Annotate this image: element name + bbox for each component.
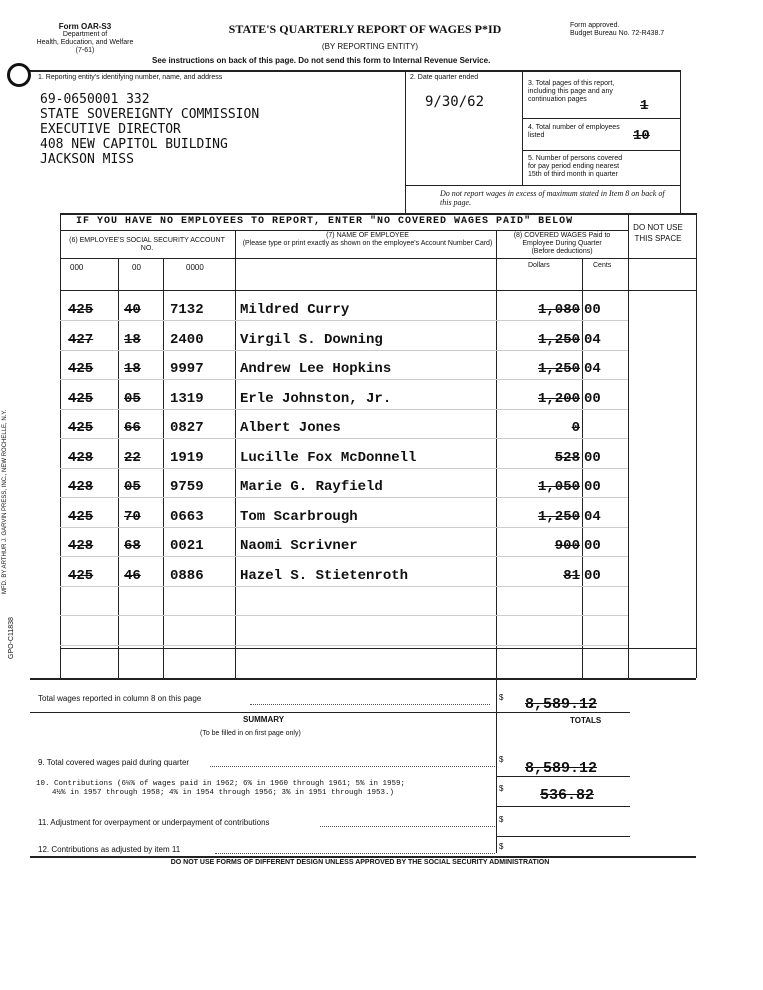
row-wage-cents: 00 [584, 302, 601, 318]
row-wage-cents: 00 [584, 479, 601, 495]
sub-ssn2: 00 [132, 263, 141, 272]
row-separator [60, 615, 628, 616]
row-ssn-area: 428 [68, 538, 94, 554]
item11-bottom [497, 836, 630, 837]
item9-dots [210, 766, 495, 767]
row-ssn-serial: 0663 [170, 508, 204, 525]
table-left [60, 213, 61, 678]
col-name-left [235, 230, 236, 678]
form-subtitle: (BY REPORTING ENTITY) [321, 42, 419, 51]
row-separator [60, 438, 628, 439]
row-ssn-serial: 9997 [170, 361, 204, 377]
row-wage-cents: 04 [584, 508, 601, 525]
row-employee-name: Hazel S. Stietenroth [240, 567, 409, 584]
row-employee-name: Virgil S. Downing [240, 331, 383, 348]
box4-value: 10 [633, 128, 650, 144]
row-wage-cents: 00 [584, 390, 601, 407]
col7-subtitle: (Please type or print exactly as shown on the employee's Account Number Card) [242, 240, 493, 247]
row-line-end [60, 648, 696, 649]
box4-bottom [523, 150, 680, 151]
row-wage-dollars: 1,250 [537, 361, 580, 377]
row-ssn-area: 425 [68, 390, 94, 407]
banner-bottom [60, 230, 628, 231]
summary-title: SUMMARY [243, 715, 285, 724]
sub-ssn3: 0000 [186, 263, 204, 272]
notice-top [405, 185, 681, 186]
approval-line1: Form approved. [570, 22, 620, 29]
total-value: 8,589.12 [525, 696, 598, 713]
row-ssn-area: 425 [68, 567, 94, 584]
item9-dollar: $ [499, 755, 504, 764]
row-employee-name: Albert Jones [240, 420, 341, 436]
footer-notice: DO NOT USE FORMS OF DIFFERENT DESIGN UNLESS APPROVED BY THE SOCIAL SECURITY ADMINISTRATION [170, 859, 550, 866]
row-employee-name: Erle Johnston, Jr. [240, 390, 392, 407]
row-employee-name: Mildred Curry [240, 302, 350, 318]
top-border [30, 70, 680, 72]
item9-label: 9. Total covered wages paid during quarter [38, 758, 190, 767]
row-separator [60, 379, 628, 380]
row-ssn-group: 66 [124, 420, 141, 436]
item9-bottom [497, 776, 630, 777]
punch-hole [7, 63, 31, 87]
item9-value: 8,589.12 [525, 760, 598, 777]
dept-line1: Department of [62, 31, 108, 38]
form-title: STATE'S QUARTERLY REPORT OF WAGES P*ID [228, 22, 502, 36]
row-ssn-area: 428 [68, 479, 94, 495]
instructions-line: See instructions on back of this page. Do not send this form to Internal Revenue Service. [152, 56, 491, 65]
row-wage-dollars: 900 [554, 538, 580, 554]
row-wage-dollars: 1,250 [537, 508, 580, 525]
summary-subtitle: (To be filled in on first page only) [200, 730, 301, 737]
row-separator [60, 645, 628, 646]
row-wage-cents: 00 [584, 567, 601, 584]
notice-wages: Do not report wages in excess of maximum stated in Item 8 on back of this page. [440, 189, 665, 207]
row-separator [60, 527, 628, 528]
row-ssn-group: 70 [124, 508, 141, 525]
item12-dollar: $ [499, 842, 504, 851]
row-wage-dollars: 1,250 [537, 331, 580, 348]
address-line3: EXECUTIVE DIRECTOR [40, 122, 181, 137]
row-ssn-serial: 1319 [170, 390, 204, 407]
row-ssn-area: 425 [68, 420, 94, 436]
item12-dots [215, 853, 495, 854]
summary-bottom [30, 856, 696, 858]
row-ssn-serial: 0886 [170, 567, 204, 584]
row-wage-dollars: 81 [563, 567, 580, 584]
col7-title: (7) NAME OF EMPLOYEE [326, 232, 409, 239]
row-ssn-serial: 1919 [170, 449, 204, 466]
approval-line2: Budget Bureau No. 72-R438.7 [570, 30, 665, 37]
box1-address [40, 92, 259, 167]
item10-bottom [497, 806, 630, 807]
col8-line2: Employee During Quarter [522, 240, 602, 247]
box2-value: 9/30/62 [425, 94, 485, 110]
table-banner: IF YOU HAVE NO EMPLOYEES TO REPORT, ENTER "NO COVERED WAGES PAID" BELOW [76, 216, 574, 227]
item11-dollar: $ [499, 815, 504, 824]
col-dnu-left [628, 213, 629, 678]
row-employee-name: Lucille Fox McDonnell [240, 449, 417, 466]
row-ssn-area: 425 [68, 508, 94, 525]
box3-value: 1 [640, 98, 649, 114]
row-wage-dollars: 1,080 [537, 302, 580, 318]
box1-label: 1. Reporting entity's identifying number, name, and address [38, 74, 223, 81]
row-ssn-serial: 7132 [170, 302, 204, 318]
row-separator [60, 409, 628, 410]
dept-line2: Health, Education, and Welfare [36, 39, 134, 46]
row-ssn-group: 68 [124, 538, 141, 554]
box3-bottom [523, 118, 680, 119]
row-ssn-group: 22 [124, 449, 141, 466]
header-bottom [60, 258, 696, 259]
col7-header [240, 232, 495, 248]
row-separator [60, 586, 628, 587]
divider-box1 [405, 70, 406, 213]
form-id: Form OAR-S3 [58, 22, 112, 31]
row-employee-name: Andrew Lee Hopkins [240, 361, 392, 377]
totals-title: TOTALS [570, 716, 602, 725]
item10-line2: 4½% in 1957 through 1958; 4% in 1954 through 1956; 3% in 1951 through 1953.) [52, 789, 395, 797]
row-ssn-group: 05 [124, 390, 141, 407]
address-line5: JACKSON MISS [40, 152, 134, 167]
item11-dots [320, 826, 495, 827]
row-separator [60, 497, 628, 498]
table-bottom [30, 678, 696, 680]
item12-label: 12. Contributions as adjusted by item 11 [38, 845, 181, 854]
table-top [60, 213, 696, 215]
row-wage-dollars: 528 [554, 449, 580, 466]
row-separator [60, 350, 628, 351]
row-separator [60, 468, 628, 469]
totals-col-left [496, 678, 497, 853]
col-wages-left [496, 230, 497, 678]
sub-dollars: Dollars [528, 262, 550, 269]
row-employee-name: Tom Scarbrough [240, 508, 358, 525]
row-wage-dollars: 0 [571, 420, 580, 436]
row-wage-cents: 04 [584, 331, 601, 348]
row-ssn-area: 425 [68, 361, 94, 377]
sub-cents: Cents [593, 262, 612, 269]
row-wage-cents: 00 [584, 449, 601, 466]
item11-label: 11. Adjustment for overpayment or underpayment of contributions [38, 818, 270, 827]
divider-box2 [522, 70, 523, 185]
subheader-bottom [60, 290, 696, 291]
row-ssn-area: 425 [68, 302, 94, 318]
table-right [696, 213, 697, 678]
total-label: Total wages reported in column 8 on this page [38, 694, 202, 703]
row-wage-cents: 00 [584, 538, 601, 554]
row-ssn-group: 40 [124, 302, 141, 318]
form-id-block [30, 22, 140, 55]
total-dollar: $ [499, 693, 504, 702]
row-wage-dollars: 1,050 [537, 479, 580, 495]
row-employee-name: Naomi Scrivner [240, 538, 358, 554]
row-ssn-serial: 0827 [170, 420, 204, 436]
row-ssn-area: 428 [68, 449, 94, 466]
do-not-use-space: DO NOT USE THIS SPACE [633, 223, 683, 243]
box4-label: 4. Total number of employees listed [528, 124, 620, 139]
gpo-mark: GPO-C11838 [8, 617, 15, 659]
col8-line3: (Before deductions) [531, 248, 593, 255]
col8-header [498, 232, 626, 256]
row-ssn-serial: 2400 [170, 331, 204, 348]
row-ssn-area: 427 [68, 331, 94, 348]
row-separator [60, 556, 628, 557]
col6-header: (6) EMPLOYEE'S SOCIAL SECURITY ACCOUNT NO. [69, 237, 225, 252]
row-ssn-group: 46 [124, 567, 141, 584]
row-wage-dollars: 1,200 [537, 390, 580, 407]
item10-dollar: $ [499, 784, 504, 793]
row-ssn-group: 18 [124, 361, 141, 377]
row-ssn-serial: 9759 [170, 479, 204, 495]
row-ssn-group: 05 [124, 479, 141, 495]
sub-ssn1: 000 [70, 263, 84, 272]
row-ssn-group: 18 [124, 331, 141, 348]
dept-line3: (7-61) [75, 47, 95, 54]
box3-label: 3. Total pages of this report, including this page and any continuation pages [528, 80, 615, 103]
box2-label: 2. Date quarter ended [410, 74, 479, 81]
total-bottom [30, 712, 630, 713]
row-separator [60, 320, 628, 321]
item10-label [36, 780, 405, 798]
address-line4: 408 NEW CAPITOL BUILDING [40, 137, 228, 152]
address-line1: 69-0650001 332 [40, 92, 150, 107]
total-dots [250, 704, 490, 705]
printer-credit: MFD. BY ARTHUR J. GARVIN PRESS, INC., NEW ROCHELLE, N.Y. [2, 409, 8, 594]
item10-value: 536.82 [540, 787, 595, 804]
item10-line1: 10. Contributions (6¼% of wages paid in 1962; 6% in 1960 through 1961; 5% in 1959; [36, 780, 406, 788]
row-ssn-serial: 0021 [170, 538, 204, 554]
row-wage-cents: 04 [584, 361, 601, 377]
row-employee-name: Marie G. Rayfield [240, 479, 383, 495]
approval-block [570, 22, 750, 38]
box5-label: 5. Number of persons covered for pay period ending nearest 15th of third month in quarter [528, 155, 623, 178]
col8-title: (8) COVERED WAGES Paid to [513, 232, 611, 239]
address-line2: STATE SOVEREIGNTY COMMISSION [40, 107, 260, 122]
right-border-top [680, 70, 681, 213]
